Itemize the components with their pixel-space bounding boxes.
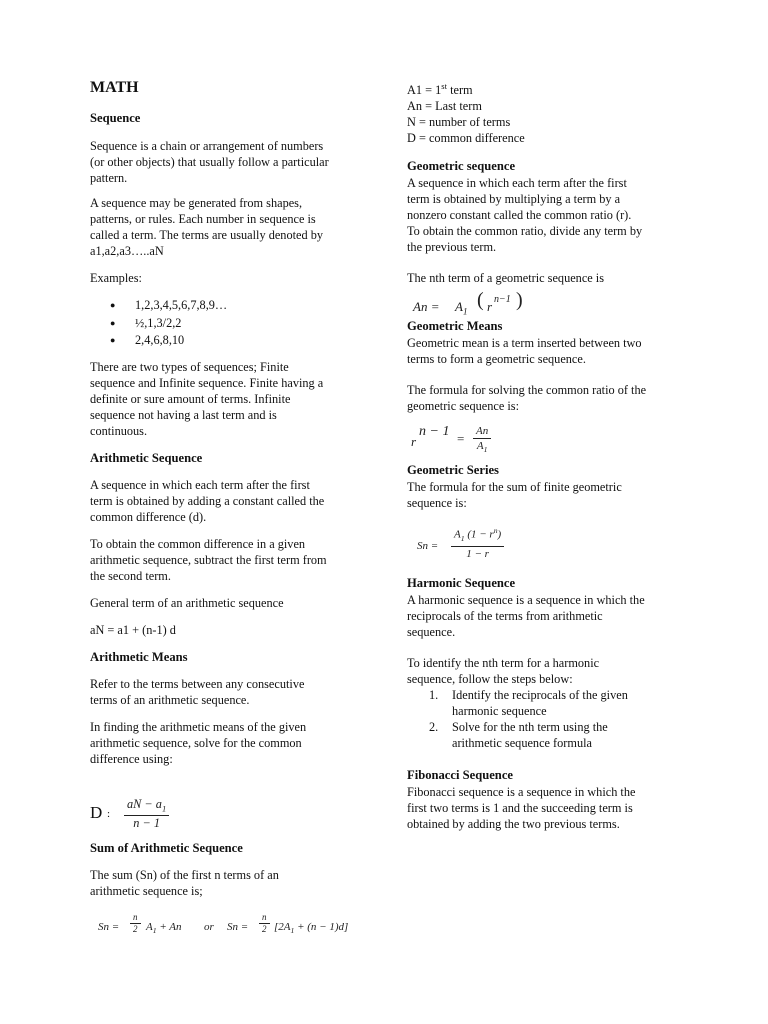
sequence-paragraph-1 [90,138,362,186]
definition-a1 [407,78,677,98]
geometric-paragraph-1 [407,175,677,255]
text-line: term is obtained by adding a constant called the [90,494,325,508]
half-fraction-2 [259,912,270,935]
text-line: sequence and Infinite sequence. Finite having a [90,376,324,390]
term-plus-an: + An [159,921,182,933]
bullet-icon: ● [110,335,116,345]
arithmetic-sequence-heading: Arithmetic Sequence [90,451,203,465]
geometric-sum-fraction [451,524,504,561]
term-a: A [146,921,153,933]
definition-an: An = Last term [407,99,482,114]
text-line: There are two types of sequences; Finite [90,360,289,374]
fraction-numerator [451,524,504,547]
geometric-series-paragraph [407,479,677,511]
fraction-numerator: n [130,912,141,924]
formula-lhs-2: Sn = [227,921,249,933]
list-item-text: ½,1,3/2,2 [135,316,182,330]
text-line: continuous. [90,424,148,438]
sum-arithmetic-heading: Sum of Arithmetic Sequence [90,841,243,855]
harmonic-paragraph-2 [407,655,677,687]
page-title: MATH [90,79,139,96]
term-a: A [476,440,484,452]
text-line: terms to form a geometric sequence. [407,352,586,366]
fraction-numerator: An [473,424,491,439]
text-line: called a term. The terms are usually denoted by [90,228,323,242]
sequence-types-paragraph [90,359,362,439]
geometric-nth-formula [407,290,677,318]
text-line: the previous term. [407,240,497,254]
d-symbol: D [90,803,103,822]
common-ratio-formula [407,422,677,458]
text-line: A sequence may be generated from shapes, [90,196,303,210]
text-line: pattern. [90,171,128,185]
text-line: A sequence in which each term after the first [407,176,627,190]
bracket-end: + (n − 1)d] [297,921,349,933]
half-fraction [130,912,141,935]
text-line: To obtain the common difference in a given [90,537,306,551]
numerator-rest: (1 − r [467,528,494,541]
common-difference-formula [90,797,362,833]
subscript: 1 [161,803,167,814]
definition-n: N = number of terms [407,115,511,130]
ratio-fraction [473,424,491,457]
subscript: 1 [290,926,295,936]
text-line: A harmonic sequence is a sequence in which the [407,593,645,607]
definition-d: D = common difference [407,131,525,146]
subscript: 1 [462,306,468,317]
text-line: geometric sequence is: [407,399,519,413]
exponent: n−1 [494,294,511,305]
general-term-formula: aN = a1 + (n-1) d [90,623,176,637]
text-line: sequence. [407,625,456,639]
bullet-icon: ● [110,318,116,328]
text-line: arithmetic sequence, subtract the first term from [90,553,327,567]
geometric-sum-formula [407,524,677,560]
list-item-text: 2,4,6,8,10 [135,333,185,347]
bracket-start: [2A [274,921,291,933]
geometric-means-paragraph-2 [407,382,677,414]
term-r: r [487,299,493,314]
term-r: r [411,434,417,449]
text-line: The formula for the sum of finite geometric [407,480,622,494]
arithmetic-means-paragraph-2 [90,719,362,767]
text-line: Refer to the terms between any consecutive [90,677,305,691]
def-text: A1 = 1 [407,83,442,98]
close-paren: ) [497,528,502,541]
fraction-denominator: n − 1 [133,816,160,831]
arithmetic-paragraph-1 [90,477,362,525]
subscript: 1 [460,533,465,543]
arithmetic-means-paragraph-1 [90,676,362,708]
text-line: To identify the nth term for a harmonic [407,656,600,670]
formula-lhs: Sn = [417,540,439,552]
arithmetic-means-heading: Arithmetic Means [90,650,188,664]
text-line: sequence not having a last term and is [90,408,277,422]
text-line: Sequence is a chain or arrangement of numbers [90,139,324,153]
text-line: patterns, or rules. Each number in sequence is [90,212,316,226]
text-line: reciprocals of the terms from arithmetic [407,609,603,623]
formula-term [146,919,182,939]
superscript: st [441,81,448,91]
list-number: 1. [429,688,439,702]
geometric-means-heading: Geometric Means [407,319,503,333]
text-line: definite or sure amount of terms. Infinite [90,392,291,406]
exponent: n − 1 [419,424,450,439]
text-line: common difference (d). [90,510,207,524]
difference-fraction [124,797,169,830]
fraction-denominator [473,439,491,457]
formula-bracket-term [274,919,348,939]
text-line: Fibonacci sequence is a sequence in which the [407,785,636,799]
text-line: first two terms is 1 and the succeeding term is [407,801,633,815]
fraction-denominator: 2 [133,924,138,934]
text-line: obtained by adding the two previous terms. [407,817,620,831]
text-line: term is obtained by multiplying a term by a [407,192,621,206]
text-line: To obtain the common ratio, divide any term by [407,224,643,238]
geometric-nth-term-label: The nth term of a geometric sequence is [407,271,605,285]
text-line: arithmetic sequence formula [452,736,592,750]
equals-sign: = [457,431,465,446]
list-number: 2. [429,720,439,734]
formula-rhs [455,299,468,320]
formula-lhs: Sn = [98,921,120,933]
term-a: A [455,299,463,314]
text-line: arithmetic sequence, solve for the common [90,736,302,750]
text-line: The sum (Sn) of the first n terms of an [90,868,279,882]
harmonic-sequence-heading: Harmonic Sequence [407,576,516,590]
list-item-text [452,719,677,751]
geometric-means-paragraph-1 [407,335,677,367]
arithmetic-paragraph-2 [90,536,362,584]
general-term-label: General term of an arithmetic sequence [90,596,284,610]
definitions-block [407,78,677,146]
sum-paragraph [90,867,362,899]
fraction-numerator: aN − a [127,797,162,811]
text-line: In finding the arithmetic means of the given [90,720,307,734]
superscript: n [493,526,498,535]
geometric-sequence-heading: Geometric sequence [407,159,516,173]
text-line: A sequence in which each term after the first [90,478,310,492]
text-line: a1,a2,a3…..aN [90,244,164,258]
text-line: harmonic sequence [452,704,547,718]
geometric-series-heading: Geometric Series [407,463,499,477]
list-item-text: 1,2,3,4,5,6,7,8,9… [135,298,228,312]
def-text: term [447,83,473,98]
text-line: nonzero constant called the common ratio (r). [407,208,632,222]
open-paren: ( [477,289,484,311]
fibonacci-paragraph [407,784,677,832]
formula-lhs: An = [413,299,440,314]
sequence-paragraph-2 [90,195,362,259]
harmonic-paragraph-1 [407,592,677,640]
close-paren: ) [516,289,523,311]
fraction-numerator: n [259,912,270,924]
subscript: 1 [483,445,488,455]
text-line: (or other objects) that usually follow a particular [90,155,329,169]
subscript: 1 [152,926,157,936]
term-a: A [454,528,461,541]
text-line: arithmetic sequence is; [90,884,203,898]
text-line: Identify the reciprocals of the given [452,688,628,702]
text-line: terms of an arithmetic sequence. [90,693,250,707]
text-line: The formula for solving the common ratio of the [407,383,647,397]
fibonacci-sequence-heading: Fibonacci Sequence [407,768,513,782]
colon-symbol: : [107,808,111,820]
text-line: sequence is: [407,496,467,510]
text-line: Solve for the nth term using the [452,720,608,734]
text-line: difference using: [90,752,173,766]
fraction-denominator: 2 [262,924,267,934]
text-line: Geometric mean is a term inserted between two [407,336,642,350]
fraction-denominator: 1 − r [466,547,489,560]
examples-label: Examples: [90,271,142,285]
text-line: the second term. [90,569,171,583]
bullet-icon: ● [110,300,116,310]
sequence-heading: Sequence [90,111,141,125]
list-item-text [452,687,677,719]
or-word: or [204,921,214,933]
text-line: sequence, follow the steps below: [407,672,573,686]
